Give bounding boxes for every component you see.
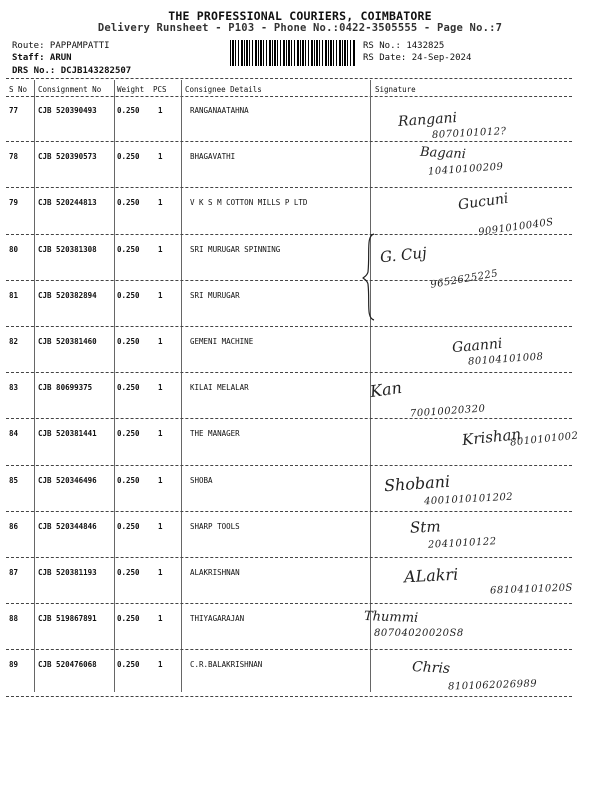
- row-pcs: 1: [158, 290, 163, 300]
- row-separator: [6, 557, 572, 558]
- row-pcs: 1: [158, 429, 163, 439]
- row-separator: [6, 234, 572, 235]
- row-weight: 0.250: [117, 475, 140, 485]
- row-signature: Kan: [368, 377, 403, 402]
- row-signature: ALakri: [403, 564, 459, 587]
- row-separator: [6, 372, 572, 373]
- row-sno: 84: [9, 429, 19, 439]
- row-signature: Gucuni: [457, 190, 510, 214]
- column-divider: [114, 80, 115, 692]
- row-signature: Thummi: [363, 609, 419, 626]
- row-consignee: BHAGAVATHI: [190, 152, 236, 162]
- header-rule-bottom: [6, 96, 572, 97]
- runsheet-subtitle: Delivery Runsheet - P103 - Phone No.:0422-3505555 - Page No.:7: [97, 22, 503, 34]
- col-header-pcs: PCS: [153, 85, 167, 94]
- row-weight: 0.250: [117, 290, 140, 300]
- row-separator: [6, 141, 572, 142]
- bracket-mark: [362, 232, 376, 322]
- row-signature: Bagani: [419, 144, 467, 163]
- row-separator: [6, 696, 572, 697]
- row-sno: 86: [9, 521, 19, 531]
- row-pcs: 1: [158, 244, 163, 254]
- row-pcs: 1: [158, 106, 163, 115]
- row-pcs: 1: [158, 383, 163, 393]
- col-header-sno: S No: [9, 85, 28, 94]
- row-consignee: V K S M COTTON MILLS P LTD: [190, 198, 308, 208]
- row-consignment-no: CJB 520381460: [38, 337, 97, 346]
- row-sno: 89: [9, 660, 19, 670]
- row-consignment-no: CJB 520381308: [38, 244, 97, 254]
- column-divider: [181, 80, 182, 692]
- row-sno: 87: [9, 568, 19, 577]
- row-consignment-no: CJB 520381193: [38, 568, 97, 577]
- row-pcs: 1: [158, 475, 163, 485]
- row-consignment-no: CJB 520390493: [38, 106, 97, 115]
- drs-number: DRS No.: DCJB143282507: [12, 66, 132, 76]
- rs-date: RS Date: 24-Sep-2024: [363, 53, 472, 63]
- row-sno: 77: [9, 106, 19, 115]
- row-pcs: 1: [158, 152, 163, 162]
- row-separator: [6, 418, 572, 419]
- barcode: [230, 40, 355, 66]
- row-weight: 0.250: [117, 198, 140, 208]
- row-weight: 0.250: [117, 614, 140, 624]
- row-signature-number: 8010101002: [509, 430, 580, 449]
- row-signature-number: 68104101020S: [489, 582, 574, 597]
- column-divider: [34, 80, 35, 692]
- row-signature-number: 2041010122: [427, 536, 497, 551]
- row-sno: 81: [9, 290, 19, 300]
- row-weight: 0.250: [117, 660, 140, 670]
- col-header-weight: Weight: [117, 85, 145, 94]
- row-consignee: SRI MURUGAR SPINNING: [190, 244, 281, 254]
- row-signature: Krishan: [461, 424, 522, 450]
- row-signature-number: 70010020320: [409, 403, 486, 420]
- row-signature-number: 80104101008: [467, 351, 544, 368]
- row-consignee: SHARP TOOLS: [190, 521, 240, 531]
- runsheet-title: THE PROFESSIONAL COURIERS, COIMBATORE: [168, 9, 432, 23]
- row-signature-number: 10410100209: [427, 161, 504, 178]
- row-pcs: 1: [158, 660, 163, 670]
- row-signature-number: 8101062026989: [447, 678, 538, 693]
- row-weight: 0.250: [117, 152, 140, 162]
- row-sno: 85: [9, 475, 19, 485]
- row-sno: 79: [9, 198, 19, 208]
- row-weight: 0.250: [117, 383, 140, 393]
- row-signature-number: 80704020020S8: [374, 628, 464, 639]
- col-header-consignee: Consignee Details: [185, 85, 262, 94]
- row-sno: 80: [9, 244, 19, 254]
- row-signature: Gaanni: [451, 335, 503, 357]
- row-pcs: 1: [158, 521, 163, 531]
- row-separator: [6, 649, 572, 650]
- row-sno: 83: [9, 383, 19, 393]
- row-pcs: 1: [158, 198, 163, 208]
- row-sno: 78: [9, 152, 19, 162]
- row-signature-number: 4001010101202: [423, 491, 514, 508]
- rs-number: RS No.: 1432825: [363, 41, 445, 51]
- row-signature: Stm: [409, 517, 441, 537]
- row-consignee: SRI MURUGAR: [190, 290, 240, 300]
- row-consignee: C.R.BALAKRISHNAN: [190, 660, 263, 670]
- row-separator: [6, 187, 572, 188]
- row-signature-number: 9652625225: [429, 268, 500, 291]
- row-consignment-no: CJB 520476068: [38, 660, 97, 670]
- row-weight: 0.250: [117, 337, 140, 346]
- row-consignee: RANGANAATAHNA: [190, 106, 249, 115]
- row-signature: G. Cuj: [379, 243, 428, 267]
- row-weight: 0.250: [117, 568, 140, 577]
- row-consignment-no: CJB 520344846: [38, 521, 97, 531]
- staff-label: Staff: ARUN: [12, 53, 72, 63]
- row-sno: 82: [9, 337, 19, 346]
- row-separator: [6, 326, 572, 327]
- col-header-signature: Signature: [375, 85, 416, 94]
- row-consignment-no: CJB 520244813: [38, 198, 97, 208]
- row-separator: [6, 465, 572, 466]
- row-consignee: ALAKRISHNAN: [190, 568, 240, 577]
- row-separator: [6, 280, 572, 281]
- row-sno: 88: [9, 614, 19, 624]
- header-rule-top: [6, 78, 572, 79]
- row-signature-number: 9091010040S: [477, 216, 555, 239]
- row-signature: Shobani: [383, 471, 451, 496]
- row-weight: 0.250: [117, 521, 140, 531]
- row-separator: [6, 511, 572, 512]
- row-pcs: 1: [158, 614, 163, 624]
- row-consignment-no: CJB 520346496: [38, 475, 97, 485]
- row-consignee: SHOBA: [190, 475, 213, 485]
- row-pcs: 1: [158, 568, 163, 577]
- row-consignee: THIYAGARAJAN: [190, 614, 245, 624]
- row-weight: 0.250: [117, 106, 140, 115]
- row-weight: 0.250: [117, 429, 140, 439]
- row-consignment-no: CJB 520390573: [38, 152, 97, 162]
- row-pcs: 1: [158, 337, 163, 346]
- row-signature-number: 8070101012?: [431, 126, 507, 141]
- row-consignee: GEMENI MACHINE: [190, 337, 254, 346]
- row-weight: 0.250: [117, 244, 140, 254]
- col-header-consignment: Consignment No: [38, 85, 102, 94]
- row-separator: [6, 603, 572, 604]
- row-consignment-no: CJB 520381441: [38, 429, 97, 439]
- row-consignee: KILAI MELALAR: [190, 383, 249, 393]
- row-signature: Chris: [411, 659, 451, 677]
- row-consignee: THE MANAGER: [190, 429, 240, 439]
- row-consignment-no: CJB 520382894: [38, 290, 97, 300]
- row-consignment-no: CJB 519867891: [38, 614, 97, 624]
- row-signature: Rangani: [397, 109, 458, 131]
- row-consignment-no: CJB 80699375: [38, 383, 93, 393]
- route-label: Route: PAPPAMPATTI: [12, 41, 110, 51]
